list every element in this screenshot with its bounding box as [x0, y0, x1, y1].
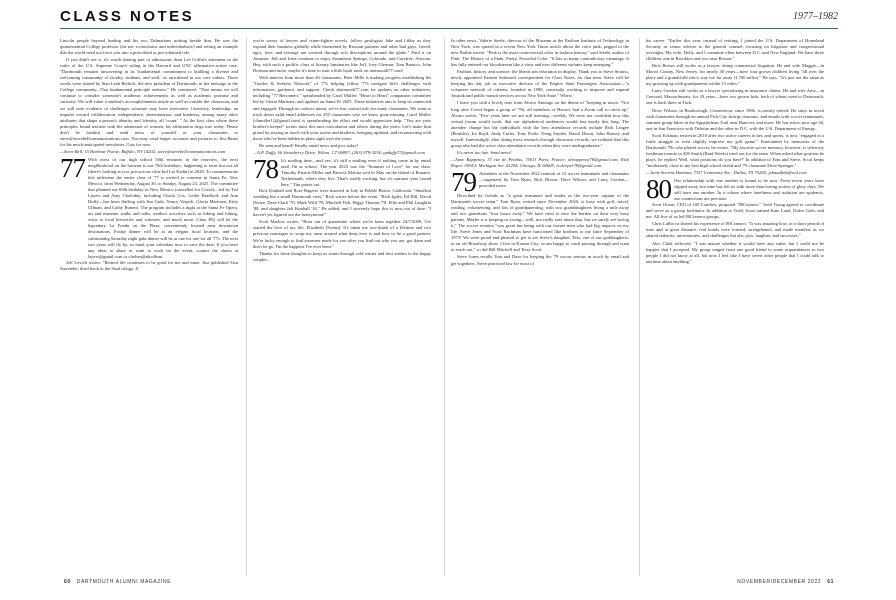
paragraph: Drew Wilson, in Boxborough, Connecticut, since 1986, is mostly retired. He stays in touch with classmates through an annual Pick City skitrip, reunions, and emails with soccer teammates, summer group hikes in the Appalachian Trail near Hanover, and more. He has twins, now age 30, one in San Francisco with Deloitte and the other in D.C. with the U.S. Department of Energy.	[646, 107, 824, 131]
magazine-name: DARTMOUTH ALUMNI MAGAZINE	[76, 579, 172, 585]
paragraph: you're weary of lawyer and crime-fighter novels, follow geologists Jake and Libby as they expand their business globally while threatened by Russian partners and other bad guys. Greed, egos, love, and revenge are weaved through rich descriptions around the globe." Find it on Amazon. Jeff and Lena continue to enjoy Steamboat Springs, Colorado, and Carefree, Arizona. Hey, with such a prolific class of literary luminaries like Jeff, Joey Gleason, Tom Barnico, John Dorman and more, maybe it's time to start a little book nook on dartmouth77.com!	[253, 38, 431, 74]
signature: —Anne Rappeney, 37 rue de Penthis, 75011 Paris, France; ahrappeney78@gmail.com; Rick Roper, 1904 S. Michigan Ave. #1204, Chicago, IL 60605; rickroper78@gmail.com	[451, 156, 629, 168]
header-rule	[60, 28, 838, 29]
class-entry-79	[451, 166, 629, 197]
class-entry-77	[60, 152, 238, 260]
class-years: 1977–1982	[793, 11, 838, 22]
paragraph: Scott Eckman, retired in 2018 after two active careers in law and sports, is now "engaged in a futile struggle to even slightly improve my golf game." Entertained by memories of the Dartmouth '79s who played soccer, he writes, "My favorite soccer memory, however, is when my freshman roomie in 208 Smith (Brad Weeks) tried out for the team. When asked what position he plays, he replied 'Well, what positions do you have?' In addition to Tom and Steve, Scott keeps "moderately close to my best high school friend and '79 classmate Dave Springer."	[646, 132, 824, 168]
paragraph: With interest from more than 40 classmates, Peter Mills is making progress establishing his "Guides & Seekers Network" of '77s helping fellow '77s navigate life's challenges with information, guidance, and support. Check dartmouth77.com for updates on other initiatives, including "77 Reconnect," spearheaded by Carol Muller; "Heart to Heart" companion committee led by Gloria Martinez, and updates on Santa Fe 2025. These initiatives aim to keep us connected and engaged. Through no codices intent, we've lost contact info for many classmates. We want to track down valid email addresses for 250 classmates who we know gone missing. Carol Muller (chmuller12@gmail.com) is spearheading the effort and would appreciate help. "You are your brother's keeper" writes most this taut curiculation and others during the years. Let's make him proud by staying in touch with your sisters and brothers, bringing updated, and reconnecting with those who've been hidden in plain sight over the years.	[253, 75, 431, 141]
paragraph: In other news, Valerie Steele, director of the Museum at the Fashion Institute of Technology in New York, was quoted in a recent New York Times article about the color pink, pegged to the new Barbie movie. "Pink is the most controversial color in fashion history," said Steele, author of Pink: The History of a Punk, Pretty, Powerful Color. "It has so many contradictory meanings. It has fully entered our bloodstream like a virus and now different variants keep emerging."	[451, 38, 629, 68]
paragraph: Described by friends as "a great teammate and leader as the two-year captain of the Dartmouth soccer team," Tom Ryan, retired since December 2020, is busy with golf, travel, reading, volunteering, and lots of grandparenting, with two granddaughters living a mile away and two grandsons "four hours away." We have tried to ease the burden on their very busy parents. Maybe it is keeping us young—well, not really sure about that, but we surely are loving it," The soccer reunion "was great fun being with our former men who had big impacts on my life. Steve Jones and Scott Bachman have functioned like brothers to me since September of 1975! We were proud and pleased to get to see Steve's daughter, Tess, one of our goddaughters, in an off-Broadway show. I live in Kansas City, so am happy to catch passing through and want to reach out," so did Bill Mitchell and Terry Scott.	[451, 192, 629, 253]
paragraph: If you didn't see it, it's worth sharing part of admissions dean Lee Coffin's statement in the wake of the U.S. Supreme Court's ruling in the Harvard and UNC affirmative-action case: "Dartmouth remains unwavering in its 'fundamental commitment to building a diverse and welcoming community of faculty, students, and staff,' as articulated in our core values. Those words were shared by Sian Leah Beilock, the new president of Dartmouth, in her message to the College community...That fundamental principle endures." He continued: "That means we will continue to consider someone's academic achievements as well as academic promise and curiosity. We will value a student's accomplishments inside as well as outside the classroom, and we will note evidence of challenges someone may have overcome. Creativity, leadership, an impulse toward collaboration, independence, determination, and kindness, among many other attributes that shape a person's identity and 'identity, all 'count.' " As the first class where these principles found traction with the admission of women, his affirmation rings true today. Please don't be bashful and send news of yourself or your classmates to steve@stevebellcommunications.com. You may send longer accounts and pictures to Jim Barns for his much-anticipated newsletter. Ciao for now.	[60, 57, 238, 147]
paragraph: Fashion, history, and science: the liberal arts education in display. Thank you to Steve Strauss, newly appointed Eastern Seaboard correspondent for Class Notes, for that item. Steve will be keeping his day job as executive director of the Empire State Passengers Association—"a volunteer network of citizens, founded in 1980, constantly working to improve and expand Amtrak and public-transit services across New York State." Whew.	[451, 69, 629, 99]
paragraph: Larry Gordon still works as a lawyer specializing in insurance claims. He and wife Amy—in Concord, Massachusetts, for 29 years—have two grown kids, both of whom went to Dartmouth, one is back there at Tuck.	[646, 88, 824, 106]
paragraph: Scott Marlow writes: "Born out of quarantine where we've been together 24/7/2009, I've started the love of my life, Elizabeth [Swinn]. It's taken me two-thirds of a lifetime and two previous marriages to wrap my arms around what deep love is and how to be a good partner. We're lucky enough to find someone made for you after you find out who you are, got them and don't let go. I'm the happiest I've ever been."	[253, 219, 431, 249]
paragraph: It's mailing time—and yes, it's still a mailing even if nothing came in by email until I'm at school. The year 2023 was the "Summer of Love" for our class. Timothy Patrick-Miller and Patricia Molina wed in May on the island of Bonaire, Netherlands, where they live. That's totally exciting, but it's summer year 'round here," Tim points out.	[281, 157, 431, 188]
class-year-number: 77	[60, 152, 85, 183]
column-4	[646, 38, 824, 576]
paragraph: With most of our high school 50th reunions in the rearview, the next neighborhood on the horizon is our 70th birthdays, happening to most but not all (there's looking at you, precocious whiz kid Liz Kadin) in 2028. To commemorate this milestone the entire class of '77 is invited to convene in Santa Fe, New Mexico, from Wednesday, August 30, to Sunday, August 24, 2025. The committee that planned our 69th birthday in New Mexico (cancelled for Covid)—led by Ted Layers and Amy Cholodny, including Chuck Cox, Leslie Bradford, and Ann Duffy—has been fluffing with Jim Guth, Nancy Vespoli, Gloria Martinez, Kitty Ullman, and Cathy Burnett. The program includes a night at the Santa Fe Opera, art and museum walks and talks, outdoor activities such as biking and hiking, visits to local breweries and wineries, and much more. Class HQ will be the legendary La Fonda on the Plaza, conveniently located near downtown destinations. Friday dinner will be at an elegant local location, and the culminating Saturday night gala dinner will be at one for one for all '77s. The next two years will fly by, so mark your calendars now to save the date. If you have any ideas to share or want to work on the event, contact the chairs at layers@gmail.com or chelsea@nkcdbsm.	[88, 156, 238, 259]
class-year-number: 78	[253, 153, 278, 184]
column-2	[253, 38, 431, 576]
paragraph: Alec Clark reflected, "I was unsure whether it would have any value, but I could not be happier that I accepted. My group ranged from one good friend to some acquaintances to two people I did not know at all, but now I feel like I have seven other people that I could talk to anytime about anything."	[646, 240, 824, 264]
page-number: 60	[64, 579, 71, 585]
class-entry-80	[646, 174, 824, 205]
page-number: 61	[827, 579, 834, 585]
column-divider	[639, 38, 640, 576]
paragraph: his career. "Earlier this year, instead of retiring, I joined the U.S. Department of Homeland Security as senior adviser to the general counsel, focusing on litigation and congressional oversight. My wife, Holly, and I commute often between D.C. and New England. We have three children, one in Brooklyn and two near Boston."	[646, 38, 824, 62]
class-year-number: 80	[646, 174, 671, 205]
class-entry-78	[253, 153, 431, 188]
section-title: CLASS NOTES	[60, 8, 195, 25]
paragraph: Our relationship with one another is bound to be now. Forty-seven years have slipped away, but time has left us with more than boring stories of glory days. We still have one another. In a culture where loneliness and isolation are epidemic, our connections are precious.	[674, 178, 824, 202]
paragraph: It's never too late. Send news!	[457, 149, 512, 155]
footer-left	[60, 579, 171, 585]
paragraph: Steve Jones recalls Tom and Dave for keeping the '79 soccer seniors in touch by email and get-togethers. Steve practiced law for most of	[451, 254, 629, 266]
paragraph: Scott Ocean, CEO of 100 Coaches, proposed "80Connect." Todd Young agreed to coordinate and serve as a group facilitator. In addition to Todd, Scott trained Kate Lund, Dulce Goth, and me. All five of us led 80Connect groups.	[646, 202, 824, 220]
column-divider	[246, 38, 247, 576]
class-year-number: 79	[451, 166, 476, 197]
paragraph: Jeff Levich writes: "Retired life continues to be good for me and mine. Just published Sisu Surrender, third book in the Sisal trilogy. If	[60, 259, 238, 271]
signature: —A.P. Duffy, 66 Strawberry Drive, Wilton, CT 06897; (203) 979-3234; apduffy77@gmail.com	[253, 149, 425, 155]
paragraph: Lincoln people beyond leading and his two Dalmatians trotting beside him. He was the quintessential College professor (for me: iconoclastic and individualistic) and setting an example that the world need not force you into a prescribed or pre-ordained role.	[60, 38, 238, 56]
paragraph: Chris LaRocca shared his experience of 80Connect: "It was amazing how, in a short period of time and at great distance, real bonds were formed, strengthened, and made manifest as we shared setbacks, uncertainties, and challenges but also joys, laughter, and successes."	[646, 221, 824, 239]
issue-date: NOVEMBER/DECEMBER 2022	[737, 579, 822, 585]
column-3	[451, 38, 629, 576]
paragraph: Thanks for these thoughts to keep us warm through cold winter and best wishes to the happy couples.	[253, 250, 431, 262]
paragraph: Rick Kimball and Rose Bagetto were married in July in Pebble Beach, California. "Smallest wedding but a small Dartmouth crew," Rick writes before the event. "Rick Igdes, Ed Hill, David Dietze, Dave Clark '70, Mark Wild '78, Mitchell Fish, Peggy Thomas '78, Ellie and Phil Laughlin '88, and daughter Jali Kimball '16." He added, and I sincerely hope this is now out of date: "I haven't yet figured out the honeymoon!"	[253, 188, 431, 218]
paragraph: I leave you with a lovely note from Alvaro Santiago on the theme of "keeping in touch. "Not long after Covid began a group of '78s, all members of Heorot, had a Zoom call to catch up," Alvaro writes. "Few years later we are still meeting—weekly. We were not confident how this virtual forum would work, that our alphabetical audiences would last nearly this long. The attendee change but the individuals with the best attendance records include Rich Leagee (Boulder), Ira Boyd, Andy Cutler, Tony Poole, Doug Snyder, David Dixon, John Harvey, and myself. Interestingly, after doing most research through electronic records, we realized that this group also had the worst class attendance records when they were undergraduates."	[451, 100, 629, 148]
signature: —Janie Stevens Hammer, 7337 Centenary Ave., Dallas, TX 75205; jshnadfidit@aol.com	[646, 169, 807, 175]
column-1	[60, 38, 238, 576]
paragraph: Attendees at the November 2022 reunion of 12 soccer teammates and classmates—organized by Tom Ryan, Rick Brown, Dave Wilson, and Larry Gordon—provided news.	[479, 170, 629, 189]
column-divider	[444, 38, 445, 576]
paragraph: Rick Brown still works as a lawyer, doing commercial litigation. He and wife Maggie—in Morris County, New Jersey, for nearly 30 years—have four grown children living "all over the place and a grandchild who's way too far away (1,700 miles)." He says, "It's just not the same as my growing up with grandparents within 15 miles."	[646, 63, 824, 87]
paragraph: Be seen and heard! Kindly email news and pics today!	[259, 142, 359, 148]
signature: —Steve Bell, 15 Harbour Pointe, Buffalo, NY 14202; steve@stevebellcommunications.com	[60, 148, 226, 154]
footer-right	[737, 579, 838, 585]
